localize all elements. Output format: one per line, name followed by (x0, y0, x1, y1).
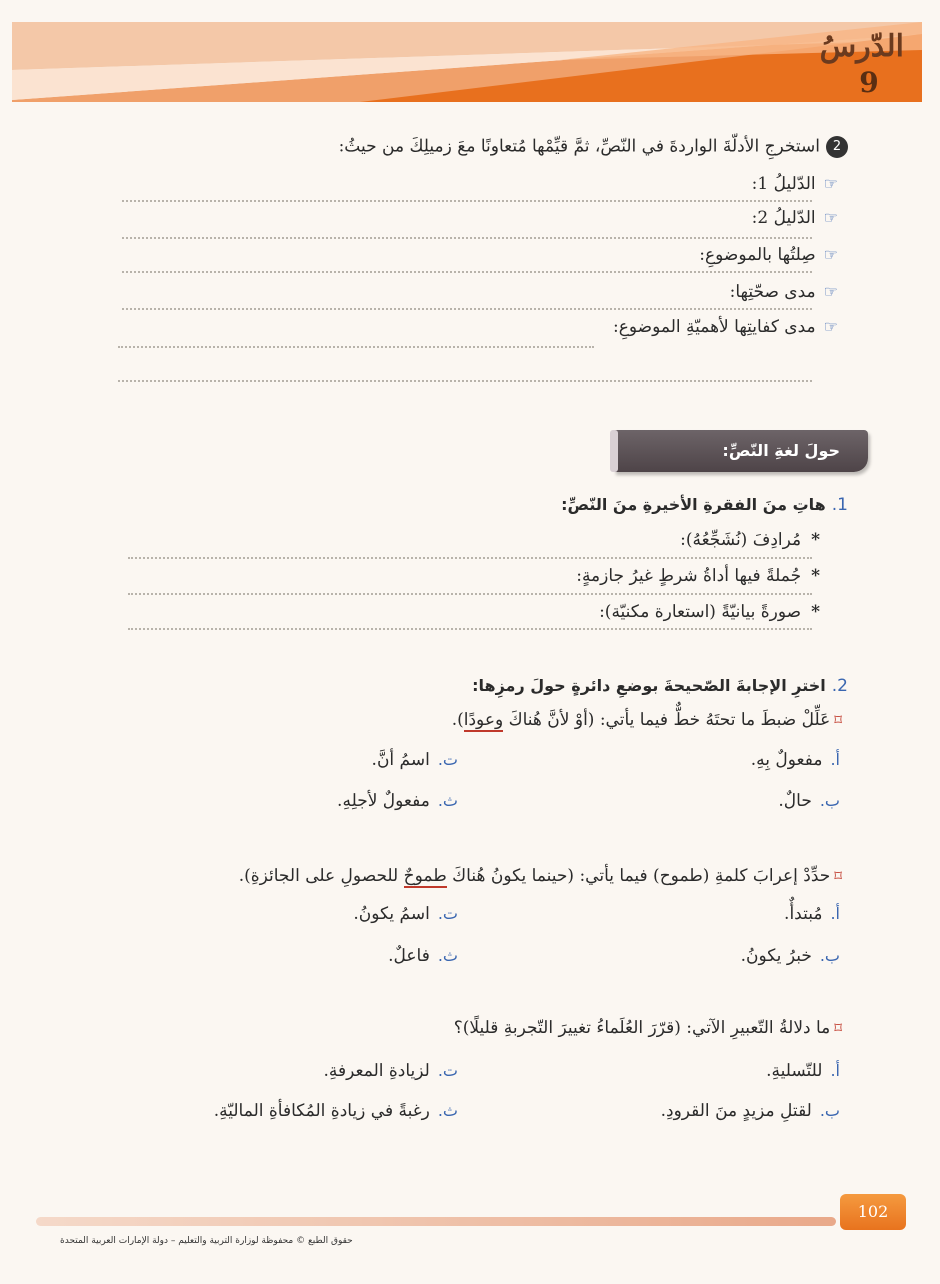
option-ta[interactable] (372, 750, 458, 770)
q2-title: اخترِ الإجابةَ الصّحيحةَ بوضعِ دائرةٍ حولَ رمزِها: (472, 676, 826, 695)
option-letter[interactable]: ت. (437, 1061, 458, 1080)
underlined-word: وعودًا (463, 710, 504, 730)
q1-title: هاتِ منَ الفقرةِ الأخيرةِ منَ النّصِّ: (561, 495, 826, 514)
option-letter[interactable]: ت. (437, 750, 458, 769)
option-text: رغبةً في زيادةِ المُكافأةِ الماليّةِ. (213, 1101, 430, 1121)
instruction-text: استخرجِ الأدلّةَ الواردةَ في النّصِّ، ثمَّ قيِّمْها مُتعاونًا معَ زميلِكَ من حيثُ: (338, 136, 820, 157)
option-text: اسمُ أنَّ. (371, 750, 430, 770)
evidence-item-label: مدى كفايتِها لأهميّةِ الموضوعِ: (613, 317, 816, 337)
asterisk-icon: * (811, 530, 820, 550)
option-letter[interactable]: ث. (437, 946, 458, 965)
option-letter[interactable]: ت. (437, 904, 458, 923)
evidence-item (752, 174, 838, 194)
q2-sub2-prompt (239, 866, 842, 886)
evidence-item (730, 282, 838, 302)
hand-pointer-icon: ☞ (823, 245, 838, 264)
evidence-item-label: الدّليلُ 1: (751, 174, 816, 194)
option-a[interactable] (766, 1061, 840, 1081)
evidence-item-label: الدّليلُ 2: (751, 208, 816, 228)
lesson-number: 9 (859, 66, 879, 99)
prompt-text: حدِّدْ إعرابَ كلمةِ (طموح) فيما يأتي: (حينما يكونُ هُناكَ (446, 866, 831, 886)
prompt-text: ما دلالةُ التّعبيرِ الآتي: (قرّرَ العُلَماءُ تغييرَ التّجربةِ قليلًا)؟ (453, 1018, 831, 1038)
option-a[interactable] (784, 904, 840, 924)
answer-line[interactable] (128, 628, 812, 630)
option-text: مُبتدأٌ. (784, 904, 823, 924)
option-ta[interactable] (353, 904, 458, 924)
diamond-bullet-icon: ⌑ (834, 1019, 842, 1037)
answer-line[interactable] (122, 271, 812, 273)
option-letter[interactable]: أ. (830, 904, 840, 923)
prompt-text: للحصولِ على الجائزةِ). (238, 866, 404, 886)
hand-pointer-icon: ☞ (823, 317, 838, 336)
option-letter[interactable]: ث. (437, 1101, 458, 1120)
evidence-item (752, 208, 838, 228)
copyright-text: حقوق الطبع © محفوظة لوزارة التربية والتعليم – دولة الإمارات العربية المتحدة (60, 1236, 353, 1246)
asterisk-icon: * (811, 602, 820, 622)
option-b[interactable] (778, 791, 840, 811)
answer-line[interactable] (122, 237, 812, 239)
option-text: خبرُ يكونُ. (740, 946, 812, 966)
footer-bar (36, 1217, 836, 1226)
section-tab-language: حولَ لغةِ النّصِّ: (614, 430, 868, 472)
diamond-bullet-icon: ⌑ (834, 867, 842, 885)
option-letter[interactable]: ب. (819, 791, 840, 810)
evidence-item (613, 317, 838, 337)
option-text: فاعلٌ. (388, 946, 430, 966)
option-text: لقتلِ مزيدٍ منَ القرودِ. (660, 1101, 812, 1121)
header-banner (0, 0, 940, 110)
q2-number: 2. (831, 676, 848, 696)
hand-pointer-icon: ☞ (823, 282, 838, 301)
option-text: للتّسليةِ. (766, 1061, 823, 1081)
q1-item-label: صورةً بيانيّةً (استعارة مكنيّة): (599, 602, 802, 622)
q2-sub1-prompt (452, 710, 842, 730)
option-tha[interactable] (388, 946, 458, 966)
question-number-badge: 2 (826, 136, 848, 158)
q2-heading (472, 676, 848, 696)
prompt-text: ). (451, 710, 464, 730)
evidence-item (699, 245, 838, 265)
option-ta[interactable] (324, 1061, 458, 1081)
underlined-word: طموحٌ (403, 866, 447, 886)
answer-line[interactable] (122, 200, 812, 202)
option-letter[interactable]: أ. (830, 1061, 840, 1080)
option-text: اسمُ يكونُ. (353, 904, 430, 924)
option-tha[interactable] (337, 791, 458, 811)
answer-line[interactable] (118, 380, 812, 382)
option-letter[interactable]: أ. (830, 750, 840, 769)
answer-line[interactable] (118, 346, 594, 348)
option-text: لزيادةِ المعرفةِ. (323, 1061, 430, 1081)
q1-item-label: مُرادِفَ (نُشَجِّعُهُ): (680, 530, 802, 550)
diamond-bullet-icon: ⌑ (834, 711, 842, 729)
option-text: مفعولٌ لأجلِهِ. (337, 791, 430, 811)
q1-heading (561, 495, 848, 515)
q2-sub3-prompt (454, 1018, 842, 1038)
q1-item (599, 602, 820, 622)
option-b[interactable] (661, 1101, 840, 1121)
option-b[interactable] (741, 946, 840, 966)
lesson-label: الدّرسُ (819, 29, 904, 64)
prompt-text: عَلِّلْ ضبطَ ما تحتَهُ خطٌّ فيما يأتي: (أوْ لأنَّ هُناكَ (503, 710, 831, 730)
q1-number: 1. (831, 495, 848, 515)
option-text: حالٌ. (778, 791, 812, 811)
answer-line[interactable] (122, 308, 812, 310)
hand-pointer-icon: ☞ (823, 174, 838, 193)
page-number: 102 (840, 1194, 906, 1230)
evidence-instruction (339, 136, 848, 158)
asterisk-icon: * (811, 566, 820, 586)
option-letter[interactable]: ث. (437, 791, 458, 810)
answer-line[interactable] (128, 557, 812, 559)
answer-line[interactable] (128, 593, 812, 595)
q1-item-label: جُملةً فيها أداةُ شرطٍ غيرُ جازمةٍ: (576, 566, 802, 586)
q1-item (576, 566, 820, 586)
option-letter[interactable]: ب. (819, 1101, 840, 1120)
option-letter[interactable]: ب. (819, 946, 840, 965)
option-tha[interactable] (214, 1101, 458, 1121)
evidence-item-label: صِلتُها بالموضوعِ: (699, 245, 816, 265)
evidence-item-label: مدى صحّتِها: (729, 282, 816, 302)
q1-item (680, 530, 820, 550)
option-text: مفعولٌ بِهِ. (750, 750, 823, 770)
option-a[interactable] (751, 750, 840, 770)
hand-pointer-icon: ☞ (823, 208, 838, 227)
